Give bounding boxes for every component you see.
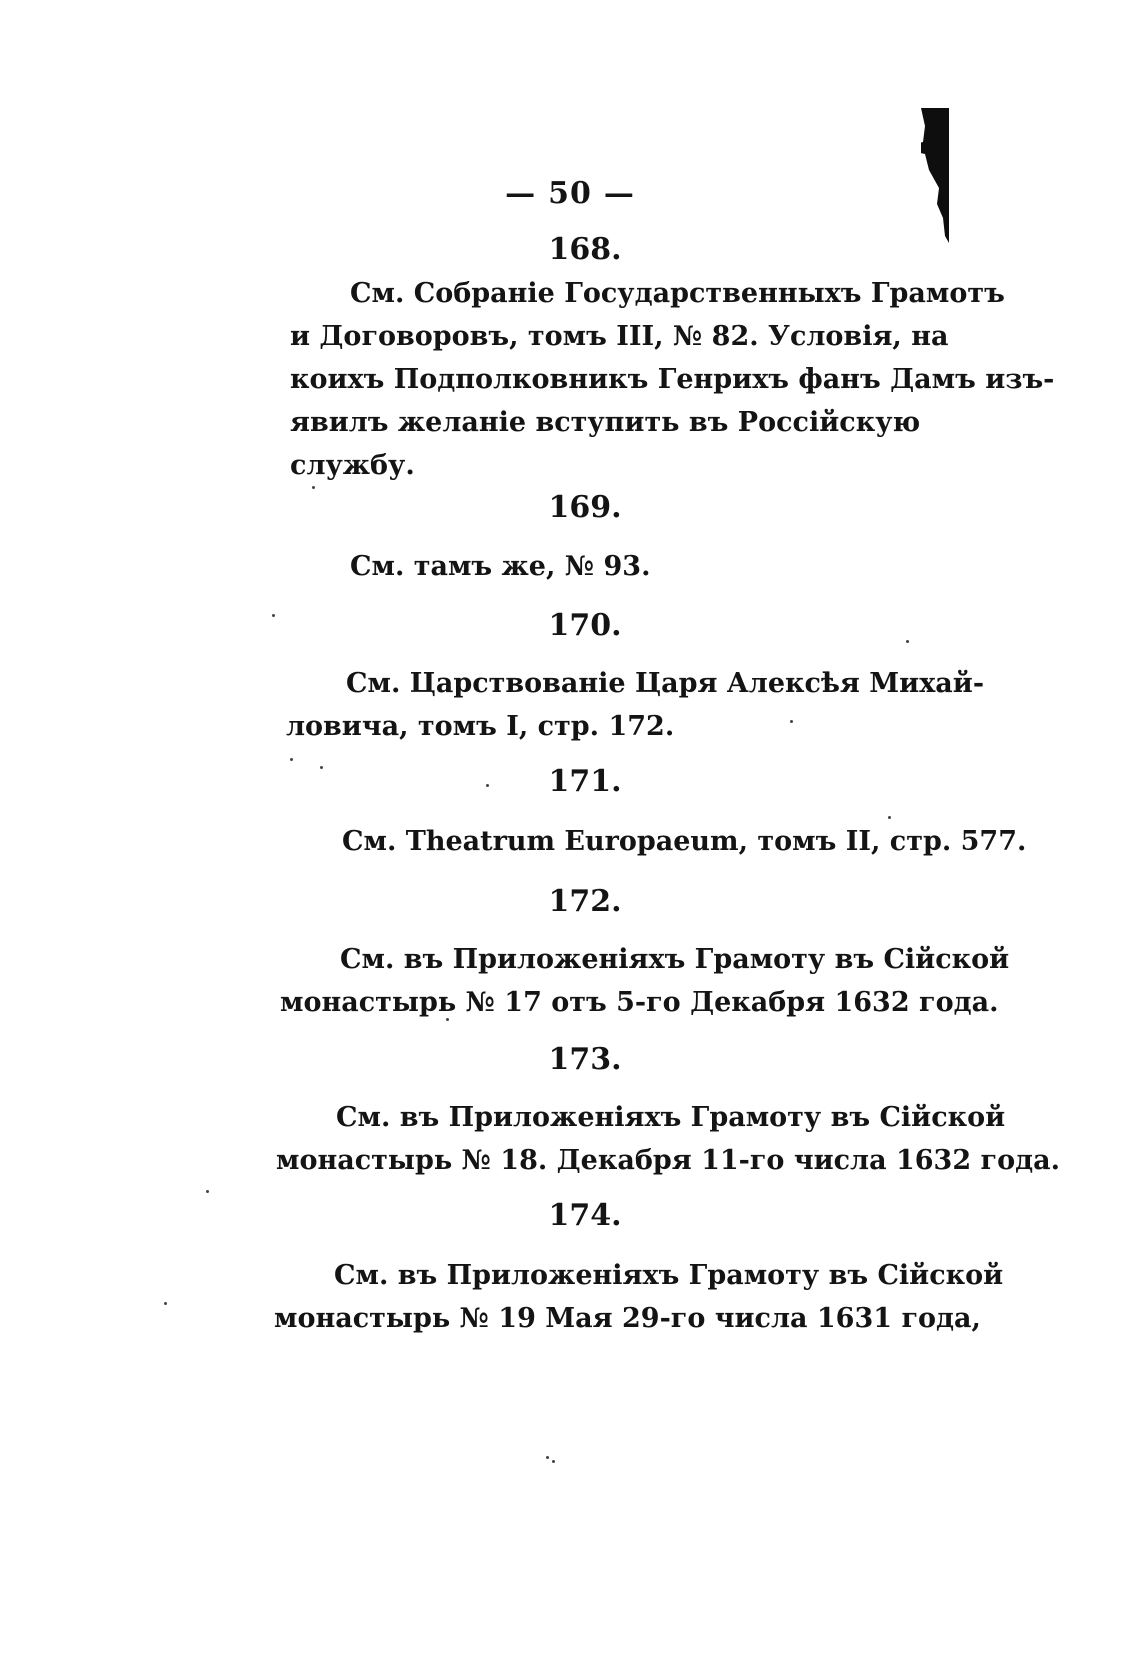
print-speck	[906, 640, 909, 643]
entry-line: См. Царствованіе Царя Алексѣя Михай-	[346, 668, 985, 699]
header-dash-right: —	[603, 176, 635, 211]
entry-line: и Договоровъ, томъ III, № 82. Условія, на	[290, 321, 949, 352]
entry-text	[274, 1254, 1004, 1340]
print-speck	[546, 1456, 549, 1459]
print-speck	[272, 614, 275, 617]
entry-line: См. Собраніе Государственныхъ Грамотъ	[350, 278, 1005, 309]
entry-line: См. въ Приложеніяхъ Грамоту въ Сійской	[334, 1260, 1004, 1291]
entry-line: службу.	[290, 450, 415, 481]
entry-number: 168.	[548, 232, 622, 267]
entry-number: 172.	[548, 884, 622, 919]
print-speck	[206, 1190, 209, 1193]
entry-line: монастырь № 19 Мая 29-го числа 1631 года,	[274, 1303, 981, 1334]
entry-line: монастырь № 17 отъ 5-го Декабря 1632 года.	[280, 987, 999, 1018]
entry-text	[280, 938, 1010, 1024]
entry-text	[286, 662, 985, 748]
entry-number: 169.	[548, 490, 622, 525]
page-number: 50	[548, 176, 592, 211]
print-speck	[312, 486, 315, 489]
entry-line: монастырь № 18. Декабря 11-го числа 1632 года.	[276, 1145, 1060, 1176]
page-number-header	[0, 176, 1140, 211]
entry-line: явилъ желаніе вступить въ Россійскую	[290, 407, 921, 438]
entry-text	[350, 545, 910, 588]
print-speck	[486, 784, 489, 787]
print-speck	[888, 816, 891, 819]
entry-number: 174.	[548, 1198, 622, 1233]
entry-number: 173.	[548, 1042, 622, 1077]
print-speck	[446, 1018, 449, 1021]
entry-number: 171.	[548, 764, 622, 799]
print-speck	[290, 758, 293, 761]
entry-text	[290, 272, 1055, 487]
entry-line: ловича, томъ I, стр. 172.	[286, 711, 675, 742]
entry-text	[342, 820, 1027, 863]
entry-line: См. въ Приложеніяхъ Грамоту въ Сійской	[336, 1102, 1006, 1133]
entry-line: коихъ Подполковникъ Генрихъ фанъ Дамъ изъ-	[290, 364, 1055, 395]
print-speck	[552, 1460, 555, 1463]
entry-line: См. въ Приложеніяхъ Грамоту въ Сійской	[340, 944, 1010, 975]
header-dash-left: —	[505, 176, 537, 211]
print-speck	[164, 1302, 167, 1305]
print-speck	[790, 720, 793, 723]
print-speck	[320, 766, 323, 769]
entry-line: См. тамъ же, № 93.	[350, 551, 651, 582]
entry-text	[276, 1096, 1060, 1182]
entry-number: 170.	[548, 608, 622, 643]
entry-line: См. Theatrum Europaeum, томъ II, стр. 577.	[342, 826, 1027, 857]
